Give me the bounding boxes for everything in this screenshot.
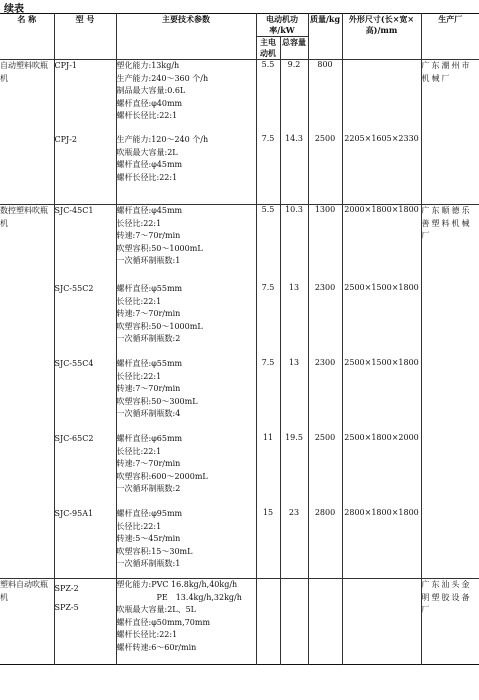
main-power-cell: 7.5 [256,358,280,433]
maker-cell: 广东汕头金明塑胶设备厂 [421,579,479,665]
machine-name: 自动塑料吹瓶机 [0,60,54,205]
model-cell: SJC-55C2 [54,283,116,358]
mass-cell: 2500 [308,134,342,205]
main-power-cell [256,579,280,665]
mass-cell: 800 [308,60,342,135]
maker-cell: 广东潮州市机械厂 [421,60,479,205]
mass-cell: 2800 [308,508,342,579]
dims-cell: 2000×1800×1800 [342,205,421,284]
main-power-cell: 5.5 [256,205,280,284]
params-cell: 塑化能力:PVC 16.8kg/h,40kg/h PE 13.4kg/h,32kg/h 吹瓶最大容量:2L、5L 螺杆直径:φ50mm,70mm 螺杆长径比:22:1 螺杆转速:6～60r/min [116,579,256,665]
main-power-cell: 15 [256,508,280,579]
main-power-cell: 7.5 [256,283,280,358]
total-power-cell: 13 [280,283,308,358]
dims-cell: 2500×1800×2000 [342,433,421,508]
header-dims: 外形尺寸(长×宽×高)/mm [342,14,421,60]
header-params: 主要技术参数 [116,14,256,60]
total-power-cell: 14.3 [280,134,308,205]
model-cell: SJC-95A1 [54,508,116,579]
table-row [0,358,479,433]
dims-cell: 2500×1500×1800 [342,283,421,358]
total-power-cell: 9.2 [280,60,308,135]
mass-cell: 2300 [308,283,342,358]
dims-cell: 2205×1605×2330 [342,134,421,205]
header-mass: 质量/kg [308,14,342,60]
table-row [0,205,479,284]
table-row [0,283,479,358]
dims-cell [342,60,421,135]
mass-cell [308,579,342,665]
model-cell: SPZ-2 SPZ-5 [54,579,116,665]
header-maker: 生产厂 [421,14,479,60]
table-caption: 续表 [4,4,24,15]
main-power-cell: 5.5 [256,60,280,135]
main-power-cell: 11 [256,433,280,508]
header-model: 型 号 [54,14,116,60]
model-cell: CPJ-1 [54,60,116,135]
table-row [0,433,479,508]
params-cell: 螺杆直径:φ55mm 长径比:22:1 转速:7～70r/min 吹塑容积:50～300mL 一次循环制瓶数:4 [116,358,256,433]
dims-cell: 2800×1800×1800 [342,508,421,579]
model-cell: SJC-45C1 [54,205,116,284]
model-cell: CPJ-2 [54,134,116,205]
main-power-cell: 7.5 [256,134,280,205]
params-cell: 螺杆直径:φ55mm 长径比:22:1 转速:7～70r/min 吹塑容积:50～1000mL 一次循环制瓶数:2 [116,283,256,358]
mass-cell: 2300 [308,358,342,433]
total-power-cell: 23 [280,508,308,579]
model-cell: SJC-55C4 [54,358,116,433]
mass-cell: 2500 [308,433,342,508]
dims-cell: 2500×1500×1800 [342,358,421,433]
dims-cell [342,579,421,665]
total-power-cell: 19.5 [280,433,308,508]
params-cell: 螺杆直径:φ65mm 长径比:22:1 转速:7～70r/min 吹塑容积:600～2000mL 一次循环制瓶数:2 [116,433,256,508]
machine-name: 数控塑料吹瓶机 [0,205,54,579]
table-row [0,60,479,135]
total-power-cell: 10.3 [280,205,308,284]
params-cell: 生产能力:120～240 个/h 吹瓶最大容量:2L 螺杆直径:φ45mm 螺杆长径比:22:1 [116,134,256,205]
total-power-cell [280,579,308,665]
machine-name: 塑料自动吹瓶机 [0,579,54,665]
header-power: 电动机功率/kW [256,14,308,37]
model-cell: SJC-65C2 [54,433,116,508]
table-row [0,508,479,579]
table-row [0,579,479,665]
params-cell: 螺杆直径:φ45mm 长径比:22:1 转速:7～70r/min 吹塑容积:50～1000mL 一次循环制瓶数:1 [116,205,256,284]
header-name: 名 称 [0,14,54,60]
table-row [0,134,479,205]
spec-table [0,13,479,665]
maker-cell: 广东顺德乐善塑料机械厂 [421,205,479,579]
mass-cell: 1300 [308,205,342,284]
params-cell: 塑化能力:13kg/h 生产能力:240～360 个/h 制品最大容量:0.6L 螺杆直径:φ40mm 螺杆长径比:22:1 [116,60,256,135]
params-cell: 螺杆直径:φ95mm 长径比:22:1 转速:5～45r/min 吹塑容积:15～30mL 一次循环制瓶数:1 [116,508,256,579]
total-power-cell: 13 [280,358,308,433]
header-power-main: 主电动机 [256,37,280,60]
header-power-total: 总容量 [280,37,308,60]
